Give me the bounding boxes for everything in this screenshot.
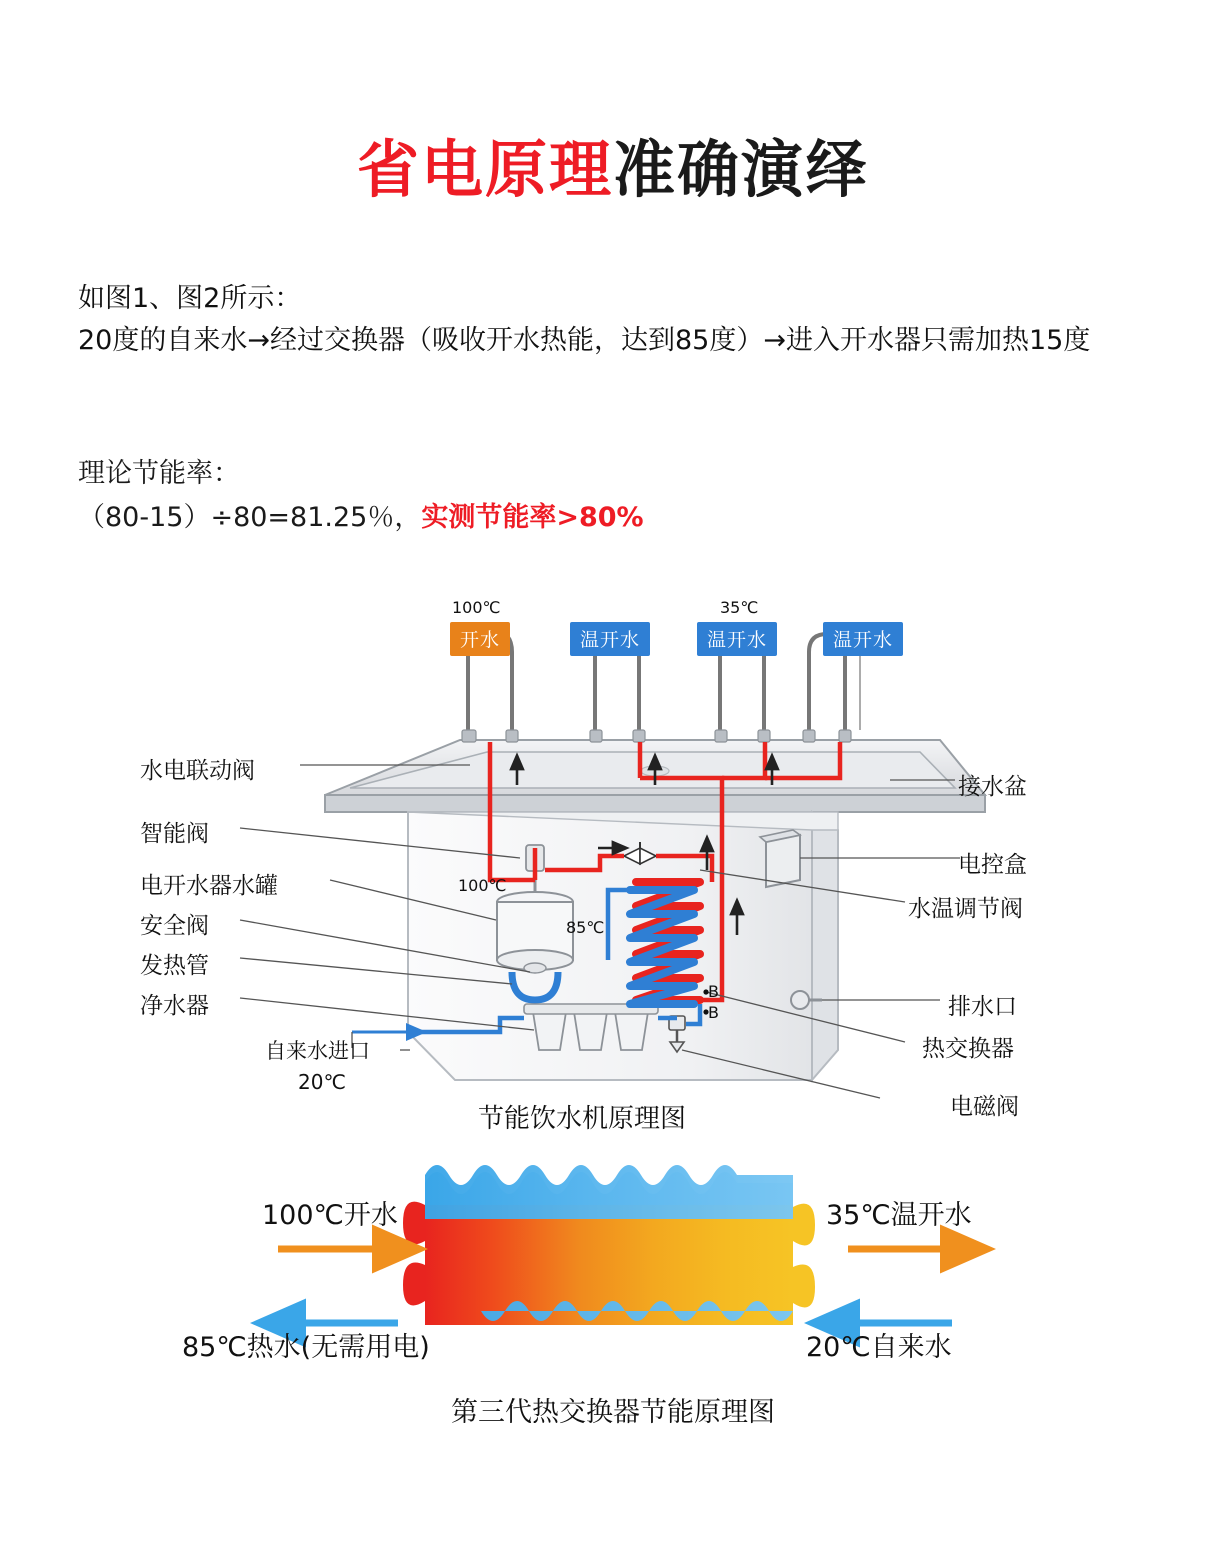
label-inlet-temperature: 20℃ (298, 1070, 346, 1094)
label-heat-exchanger: 热交换器 (922, 1036, 1014, 1062)
saving-ratio-label: 理论节能率： (78, 458, 240, 489)
saving-ratio-measured: 实测节能率>80% (421, 502, 644, 533)
page-title-highlight: 省电原理 (356, 133, 613, 206)
schematic-caption: 节能饮水机原理图 (478, 1104, 687, 1134)
label-safety-valve: 安全阀 (140, 913, 209, 939)
label-drain-outlet: 排水口 (948, 994, 1017, 1020)
node-mark-b1: B (708, 982, 719, 1001)
label-smart-valve: 智能阀 (140, 821, 209, 847)
intro-line-2: 20度的自来水→经过交换器（吸收开水热能，达到85度）→进入开水器只需加热15度 (78, 325, 1091, 356)
water-dispenser-schematic (0, 580, 1226, 1140)
label-tap-water-inlet: 自来水进口 (265, 1039, 370, 1063)
intro-line-1: 如图1、图2所示： (78, 283, 302, 314)
page-title (0, 120, 1226, 209)
page-title-rest: 准确演绎 (613, 133, 870, 206)
saving-ratio-formula: （80-15）÷80=81.25％， (78, 502, 422, 533)
schematic-svg (0, 580, 1226, 1140)
label-boiler-tank: 电开水器水罐 (140, 873, 278, 899)
label-water-electric-linkage-valve: 水电联动阀 (140, 758, 255, 784)
exchanger-label-bottom-right: 20℃自来水 (806, 1332, 952, 1363)
exchanger-label-bottom-left: 85℃热水(无需用电) (182, 1332, 430, 1363)
tap-temp-1: 100℃ (452, 598, 501, 617)
label-temp-adjust-valve: 水温调节阀 (908, 896, 1023, 922)
label-water-purifier: 净水器 (140, 993, 209, 1019)
tap-tag-warm-1: 温开水 (570, 622, 650, 656)
internal-temp-boiler: 100℃ (458, 876, 507, 895)
intro-text (78, 278, 1148, 362)
internal-temp-exchanger: 85℃ (566, 918, 605, 937)
label-solenoid-valve: 电磁阀 (950, 1094, 1019, 1120)
exchanger-label-top-left: 100℃开水 (262, 1200, 398, 1231)
saving-ratio-formula-row (78, 496, 1148, 540)
node-mark-b2: B (708, 1003, 719, 1022)
tap-tag-warm-2: 温开水 (697, 622, 777, 656)
tap-temp-3: 35℃ (720, 598, 759, 617)
label-drip-tray: 接水盆 (958, 774, 1027, 800)
label-control-box: 电控盒 (958, 852, 1027, 878)
tap-tag-warm-3: 温开水 (823, 622, 903, 656)
saving-ratio-block (78, 452, 1148, 540)
label-heating-tube: 发热管 (140, 953, 209, 979)
exchanger-caption: 第三代热交换器节能原理图 (451, 1397, 775, 1428)
exchanger-label-top-right: 35℃温开水 (826, 1200, 972, 1231)
tap-tag-boiling: 开水 (450, 622, 510, 656)
